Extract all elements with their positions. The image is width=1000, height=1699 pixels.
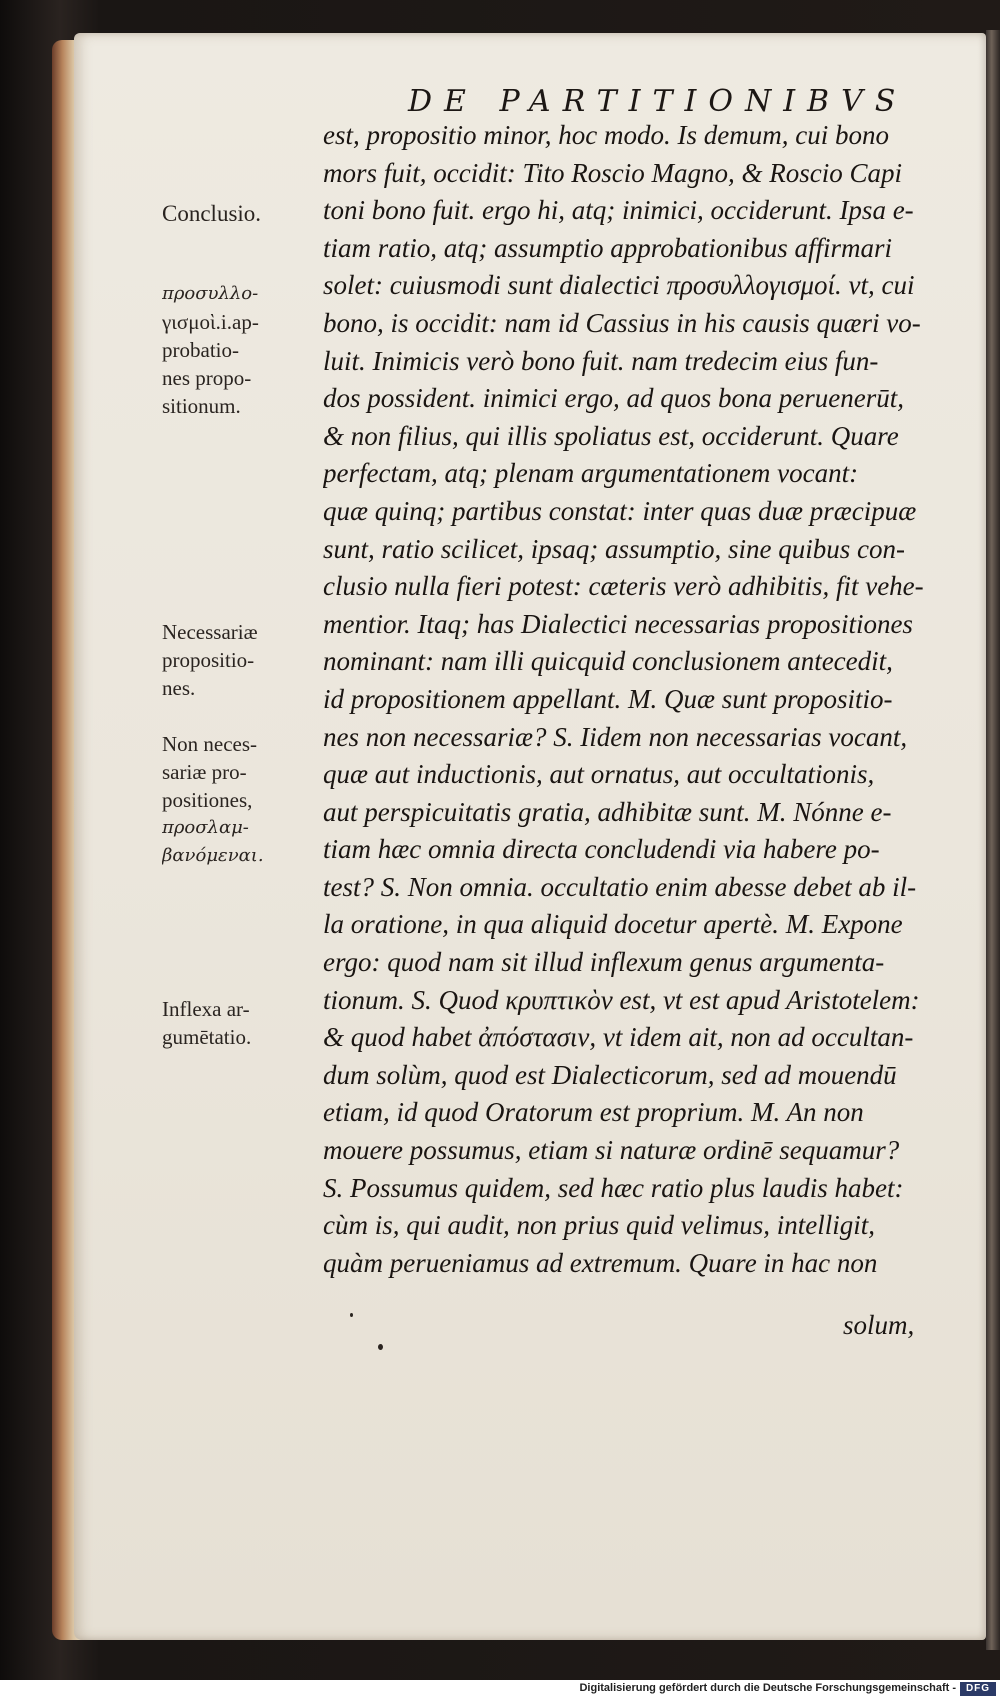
text-line: solet: cuiusmodi sunt dialectici προσυλλογισμοί. vt, cui <box>323 270 915 301</box>
margin-note-line: propositio- <box>162 648 255 672</box>
margin-note-line: sitionum. <box>162 394 241 418</box>
text-line: dum solùm, quod est Dialecticorum, sed ad mouendū <box>323 1059 897 1090</box>
text-line: mentior. Itaq; has Dialectici necessarias propositiones <box>323 608 913 639</box>
footer-credit: Digitalisierung gefördert durch die Deutsche Forschungsgemeinschaft - <box>579 1682 956 1694</box>
margin-note-line: probatio- <box>162 338 239 362</box>
text-line: aut perspicuitatis gratia, adhibitæ sunt. M. Nónne e- <box>323 796 892 827</box>
margin-note-line: βανόμεναι. <box>162 845 264 866</box>
margin-note-line: positiones, <box>162 788 253 812</box>
margin-note-line: nes. <box>162 676 196 700</box>
text-line: est, propositio minor, hoc modo. Is demum, cui bono <box>323 120 889 150</box>
dfg-logo: DFG <box>960 1682 996 1696</box>
margin-note-line: Necessariæ <box>162 620 258 644</box>
text-line: luit. Inimicis verò bono fuit. nam tredecim eius fun- <box>323 345 879 376</box>
ink-speck <box>378 1344 383 1350</box>
text-line: id propositionem appellant. M. Quæ sunt propositio- <box>323 683 893 714</box>
margin-note-line: γισμοὶ.i.ap- <box>162 310 259 334</box>
margin-note-inflexa <box>162 995 312 1051</box>
main-text-block <box>323 117 968 1282</box>
text-line: etiam, id quod Oratorum est proprium. M. An non <box>323 1097 864 1128</box>
margin-note-non-necessariae <box>162 730 312 870</box>
margin-note-line: nes propo- <box>162 366 252 390</box>
text-line: sunt, ratio scilicet, ipsaq; assumptio, sine quibus con- <box>323 533 905 564</box>
text-line: tiam hæc omnia directa concludendi via habere po- <box>323 834 880 865</box>
text-line: dos possident. inimici ergo, ad quos bona peruenerūt, <box>323 383 904 414</box>
margin-note-line: Non neces- <box>162 732 258 756</box>
margin-note-line: Inflexa ar- <box>162 997 250 1021</box>
catchword: solum, <box>843 1310 915 1340</box>
book-fore-edge <box>986 30 1000 1650</box>
text-line: nes non necessariæ? S. Iidem non necessarias vocant, <box>323 721 908 752</box>
text-line: quæ quinq; partibus constat: inter quas duæ præcipuæ <box>323 495 917 526</box>
text-line: bono, is occidit: nam id Cassius in his causis quæri vo- <box>323 307 921 338</box>
text-line: mouere possumus, etiam si naturæ ordinē sequamur? <box>323 1135 900 1166</box>
margin-note-prosyllogismoi <box>162 280 312 420</box>
margin-note-line: sariæ pro- <box>162 760 247 784</box>
margin-note-line: προσυλλο- <box>162 283 259 304</box>
text-line: quàm perueniamus ad extremum. Quare in hac non <box>323 1247 878 1278</box>
margin-note-conclusio <box>162 200 312 228</box>
text-line: toni bono fuit. ergo hi, atq; inimici, occiderunt. Ipsa e- <box>323 195 914 226</box>
margin-note-line: Conclusio. <box>162 201 262 226</box>
text-line: clusio nulla fieri potest: cæteris verò adhibitis, fit vehe- <box>323 571 924 602</box>
ink-speck <box>350 1313 353 1317</box>
text-line: S. Possumus quidem, sed hæc ratio plus laudis habet: <box>323 1172 904 1203</box>
text-line: quæ aut inductionis, aut ornatus, aut occultationis, <box>323 759 875 790</box>
text-line: perfectam, atq; plenam argumentationem vocant: <box>323 458 859 489</box>
margin-note-line: προσλαμ- <box>162 817 249 838</box>
margin-note-necessariae <box>162 618 312 702</box>
text-line: la oratione, in qua aliquid docetur apertè. M. Expone <box>323 909 903 940</box>
text-line: & quod habet ἀπόστασιν, vt idem ait, non ad occultan- <box>323 1022 914 1053</box>
running-head: DE PARTITIONIBVS <box>408 84 908 119</box>
text-line: tiam ratio, atq; assumptio approbationibus affirmari <box>323 232 893 263</box>
text-line: nominant: nam illi quicquid conclusionem antecedit, <box>323 646 893 677</box>
text-line: & non filius, qui illis spoliatus est, occiderunt. Quare <box>323 420 899 451</box>
text-line: cùm is, qui audit, non prius quid velimus, intelligit, <box>323 1210 875 1241</box>
text-line: tionum. S. Quod κρυπτικὸν est, vt est apud Aristotelem: <box>323 984 920 1015</box>
text-line: mors fuit, occidit: Tito Roscio Magno, & Roscio Capi <box>323 157 902 188</box>
text-line: test? S. Non omnia. occultatio enim abesse debet ab il- <box>323 871 917 902</box>
text-line: ergo: quod nam sit illud inflexum genus argumenta- <box>323 947 885 978</box>
margin-note-line: gumētatio. <box>162 1025 252 1049</box>
